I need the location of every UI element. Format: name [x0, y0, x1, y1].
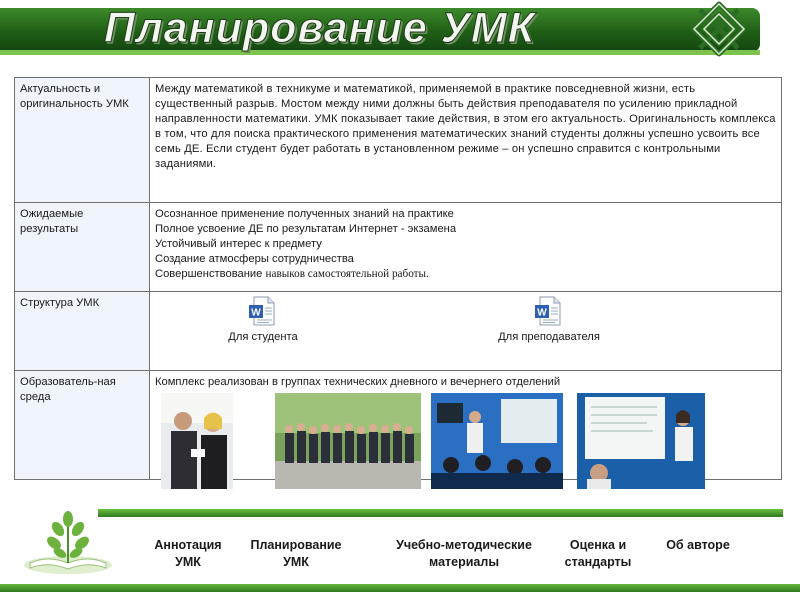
table-row	[15, 371, 782, 480]
nav-teaching-materials[interactable]: Учебно-методические материалы	[396, 538, 532, 569]
nav-planning[interactable]: Планирование УМК	[250, 538, 342, 569]
header	[0, 0, 800, 62]
footer-bar	[98, 509, 783, 517]
row-label: Ожидаемые результаты	[15, 203, 150, 292]
result-item-start: Совершенствование	[155, 268, 266, 280]
result-item-end: навыков самостоятельной работы.	[265, 268, 429, 280]
table-row	[15, 203, 782, 292]
student-doc-link[interactable]	[203, 295, 323, 345]
result-item: Полное усвоение ДЕ по результатам Интернет - экзамена	[155, 223, 457, 235]
table-row	[15, 78, 782, 203]
bottom-accent-line	[0, 584, 800, 592]
environment-cell	[150, 371, 782, 480]
result-item: Осознанное применение полученных знаний на практике	[155, 208, 454, 220]
page-title: Планирование УМК	[104, 4, 536, 52]
teacher-doc-label: Для преподавателя	[498, 331, 600, 343]
photo-teacher-screen	[577, 393, 705, 489]
nav-evaluation-standards[interactable]: Оценка и стандарты	[564, 538, 632, 569]
photo-group-outdoors	[275, 393, 421, 489]
svg-text:W: W	[251, 307, 261, 319]
row-label: Образователь-ная среда	[15, 371, 150, 480]
knot-ornament-icon	[680, 0, 758, 62]
nav-about-author[interactable]: Об авторе	[666, 538, 730, 552]
result-item: Создание атмосферы сотрудничества	[155, 253, 354, 265]
photo-classroom-board	[431, 393, 563, 489]
expected-results	[150, 203, 782, 292]
structure-cell	[150, 292, 782, 371]
teacher-doc-link[interactable]	[489, 295, 609, 345]
nav-annotation[interactable]: Аннотация УМК	[154, 538, 222, 569]
word-document-icon	[533, 295, 565, 327]
photo-two-people	[161, 393, 233, 489]
result-item: Устойчивый интерес к предмету	[155, 238, 322, 250]
student-doc-label: Для студента	[228, 331, 298, 343]
row-label: Актуальность и оригинальность УМК	[15, 78, 150, 203]
book-tree-logo-icon	[22, 505, 114, 575]
row-label: Структура УМК	[15, 292, 150, 371]
relevance-text: Между математикой в техникуме и математикой, применяемой в практике повседневной жизни, есть существенный разрыв. Мостом между ними должны быть действия преподавателя по усилению прикладной направленности математики. УМК показывает такие действия, в этом его актуальность. Оригинальность комплекса в том, что для поиска практического применения математических знаний студенты должны успешно усвоить все семь ДЕ. Если студент будет работать в установленном режиме – он успешно справится с контрольными заданиями.	[150, 78, 782, 203]
table-row	[15, 292, 782, 371]
environment-text: Комплекс реализован в группах технических дневного и вечернего отделений	[155, 376, 561, 388]
result-item	[155, 267, 776, 282]
umk-table	[14, 77, 782, 480]
svg-text:W: W	[537, 307, 547, 319]
word-document-icon	[247, 295, 279, 327]
